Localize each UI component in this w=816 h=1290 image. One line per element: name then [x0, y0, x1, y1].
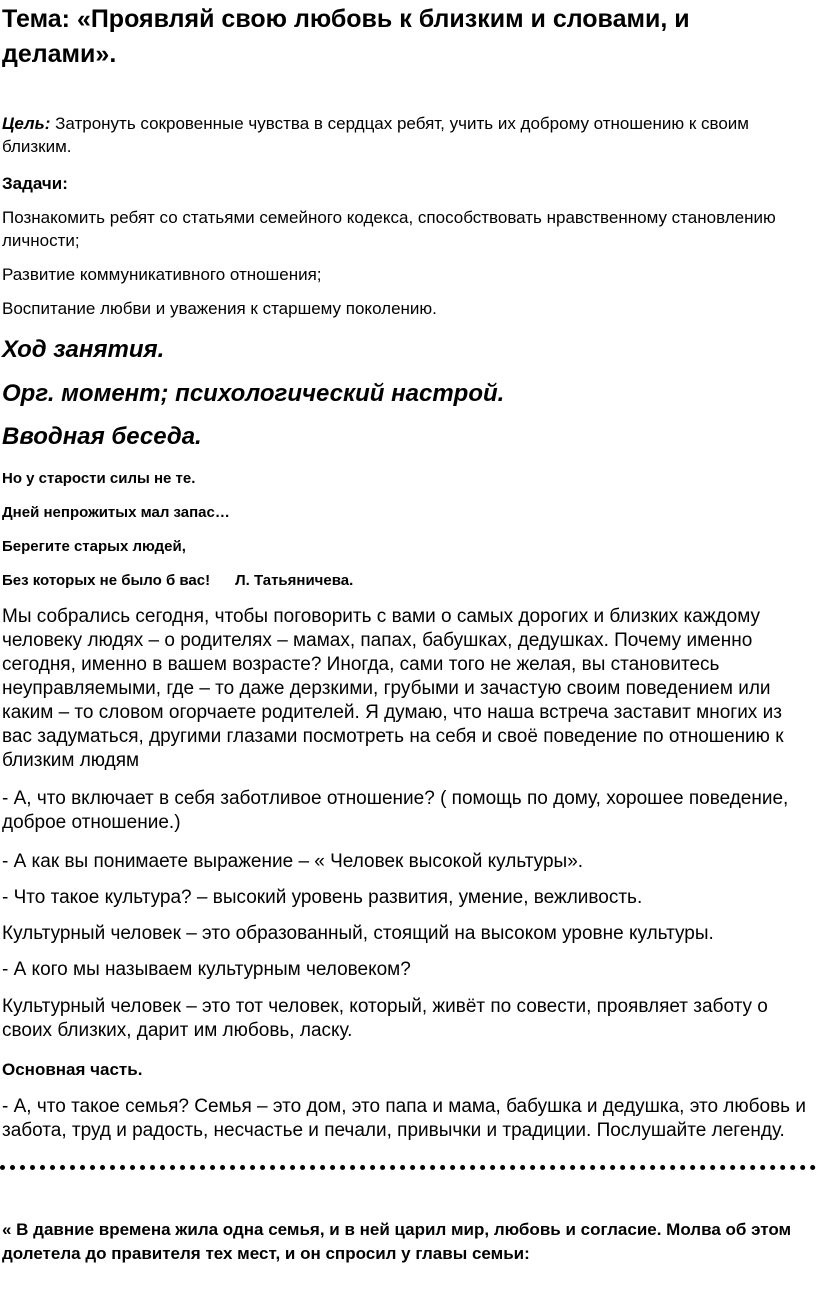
section-heading: Ход занятия. [2, 336, 165, 363]
section-heading: Вводная беседа. [2, 423, 202, 450]
page-title: Тема: «Проявляй свою любовь к близким и словами, и делами». [2, 5, 690, 68]
dialogue-line: - А как вы понимаете выражение – « Человек высокой культуры». [2, 851, 584, 872]
dialogue-line: - Что такое культура? – высокий уровень развития, умение, вежливость. [2, 887, 643, 908]
task-item: Познакомить ребят со статьями семейного кодекса, способствовать нравственному становлению личности; [2, 208, 776, 250]
tasks-heading: Задачи: [2, 174, 68, 193]
goal-label: Цель: [2, 114, 51, 133]
dialogue-line: Культурный человек – это тот человек, который, живёт по совести, проявляет заботу о своих близких, дарит им любовь, ласку. [2, 996, 768, 1041]
dotted-divider [0, 1165, 816, 1170]
main-part-text: - А, что такое семья? Семья – это дом, это папа и мама, бабушка и дедушка, это любовь и забота, труд и радость, несчастье и печали, привычки и традиции. Послушайте легенду. [2, 1096, 806, 1141]
poem-line: Берегите старых людей, [2, 538, 186, 555]
dialogue-line: - А, что включает в себя заботливое отношение? ( помощь по дому, хорошее поведение, доброе отношение.) [2, 788, 789, 833]
poem-line: Но у старости силы не те. [2, 470, 196, 487]
main-part-heading: Основная часть. [2, 1060, 143, 1079]
section-heading: Орг. момент; психологический настрой. [2, 380, 505, 407]
poem-line-with-author: Без которых не было б вас! Л. Татьяничева. [2, 572, 354, 589]
poem-line: Дней непрожитых мал запас… [2, 504, 230, 521]
intro-paragraph: Мы собрались сегодня, чтобы поговорить с вами о самых дорогих и близких каждому человеку людях – о родителях – мамах, папах, бабушках, дедушках. Почему именно сегодня, именно в вашем возрасте? Иногда, сами того не желая, вы становитесь неуправляемыми, где – то даже дерзкими, грубыми и зачастую своим поведением или каким – то словом огорчаете родителей. Я думаю, что наша встреча заставит многих из вас задуматься, другими глазами посмотреть на себя и своё поведение по отношению к близким людям [2, 606, 784, 771]
goal-text: Затронуть сокровенные чувства в сердцах ребят, учить их доброму отношению к своим близким. [2, 114, 749, 156]
dialogue-line: - А кого мы называем культурным человеком? [2, 959, 411, 980]
legend-text: « В давние времена жила одна семья, и в ней царил мир, любовь и согласие. Молва об этом долетела до правителя тех мест, и он спросил у главы семьи: [2, 1220, 792, 1263]
goal-paragraph [2, 112, 802, 158]
dialogue-line: Культурный человек – это образованный, стоящий на высоком уровне культуры. [2, 923, 714, 944]
task-item: Воспитание любви и уважения к старшему поколению. [2, 299, 437, 318]
task-item: Развитие коммуникативного отношения; [2, 265, 322, 284]
